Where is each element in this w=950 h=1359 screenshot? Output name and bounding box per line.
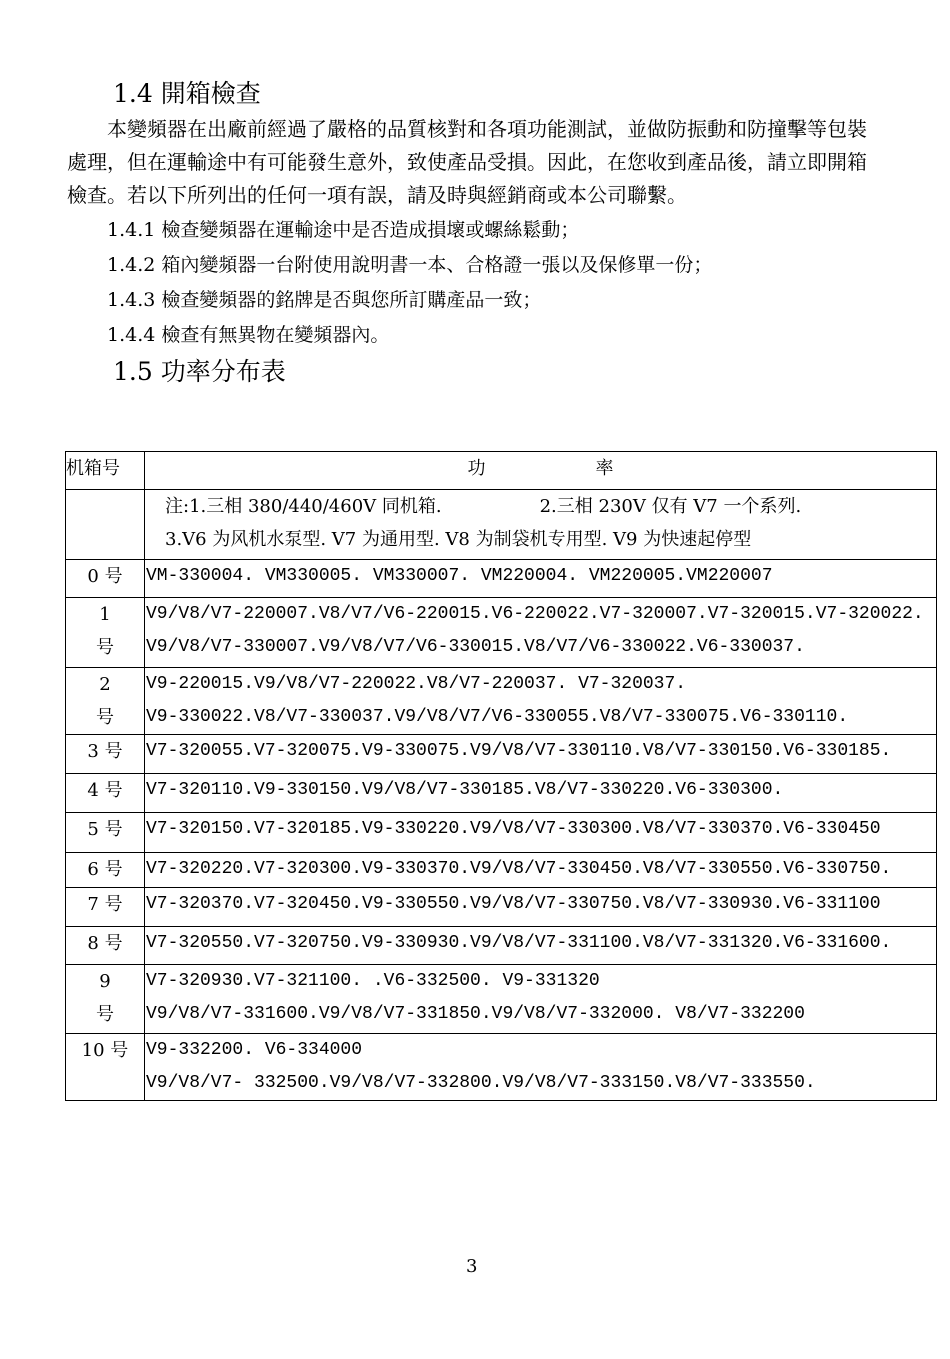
- table-row: [66, 888, 937, 927]
- table-header-row: [66, 452, 937, 490]
- model-list: [145, 1034, 937, 1101]
- paragraph-line-2: 處理，但在運輸途中有可能發生意外，致使產品受損。因此，在您收到產品後，請立即開箱: [67, 150, 867, 174]
- table-row: [66, 965, 937, 1034]
- table-note-row: [66, 490, 937, 560]
- table-row: [66, 1034, 937, 1101]
- header-power-char-1: 功: [467, 458, 486, 479]
- table-row: [66, 853, 937, 888]
- header-power-char-2: 率: [595, 458, 614, 479]
- cabinet-index: [66, 598, 145, 668]
- header-cabinet-number: [66, 452, 145, 490]
- cabinet-index-number: 2: [99, 674, 111, 695]
- model-list: [145, 735, 937, 774]
- table-row: [66, 774, 937, 813]
- checklist-item-2: 1.4.2 箱內變頻器一台附使用說明書一本、合格證一張以及保修單一份；: [107, 254, 713, 276]
- cabinet-index: 5 号: [66, 813, 145, 853]
- model-list: [145, 927, 937, 965]
- table-row: [66, 560, 937, 598]
- cabinet-index-number: 1: [99, 604, 111, 625]
- model-line: V7-320930.V7-321100. .V6-332500. V9-331320: [146, 971, 600, 991]
- model-line: V7-320055.V7-320075.V9-330075.V9/V8/V7-330110.V8/V7-330150.V6-330185.: [146, 741, 892, 761]
- note-index-cell: [66, 490, 145, 560]
- section-heading-1-4: 1.4 開箱檢查: [113, 79, 261, 108]
- model-line: V7-320220.V7-320300.V9-330370.V9/V8/V7-330450.V8/V7-330550.V6-330750.: [146, 859, 892, 879]
- cabinet-index-suffix: 号: [96, 637, 114, 658]
- note-cell: [145, 490, 937, 560]
- power-distribution-table: [65, 451, 937, 1101]
- paragraph-line-1: 本變頻器在出廠前經過了嚴格的品質核對和各項功能測試，並做防振動和防撞擊等包裝: [107, 117, 867, 141]
- cabinet-index-suffix: 号: [96, 1004, 114, 1025]
- cabinet-index: 8 号: [66, 927, 145, 965]
- cabinet-index: [66, 965, 145, 1034]
- model-line: V7-320550.V7-320750.V9-330930.V9/V8/V7-331100.V8/V7-331320.V6-331600.: [146, 933, 892, 953]
- note-line-1: [145, 490, 936, 523]
- table-row: [66, 735, 937, 774]
- page-number: 3: [466, 1256, 478, 1277]
- model-list: [145, 888, 937, 927]
- checklist-item-1: 1.4.1 檢查變頻器在運輸途中是否造成損壞或螺絲鬆動；: [107, 219, 580, 241]
- cabinet-index: 3 号: [66, 735, 145, 774]
- model-line: V9/V8/V7- 332500.V9/V8/V7-332800.V9/V8/V7-333150.V8/V7-333550.: [146, 1073, 816, 1093]
- table-row: [66, 813, 937, 853]
- note-line-2: 3.V6 为风机水泵型. V7 为通用型. V8 为制袋机专用型. V9 为快速起停型: [165, 529, 752, 550]
- cabinet-index: [66, 668, 145, 735]
- cabinet-index-suffix: 号: [96, 707, 114, 728]
- model-line: V9-220015.V9/V8/V7-220022.V8/V7-220037. V7-320037.: [146, 674, 687, 694]
- model-line: V7-320150.V7-320185.V9-330220.V9/V8/V7-330300.V8/V7-330370.V6-330450: [146, 819, 881, 839]
- cabinet-index-number: 9: [99, 971, 111, 992]
- note-item-1: 注:1.三相 380/440/460V 同机箱.: [165, 496, 442, 517]
- model-list: [145, 560, 937, 598]
- model-line: V9-330022.V8/V7-330037.V9/V8/V7/V6-330055.V8/V7-330075.V6-330110.: [146, 707, 849, 727]
- model-line: V9/V8/V7-330007.V9/V8/V7/V6-330015.V8/V7/V6-330022.V6-330037.: [146, 637, 805, 657]
- cabinet-index: 10 号: [66, 1034, 145, 1101]
- model-list: [145, 853, 937, 888]
- model-list: [145, 774, 937, 813]
- header-power-label: [145, 452, 936, 485]
- model-line: V9/V8/V7-220007.V8/V7/V6-220015.V6-220022.V7-320007.V7-320015.V7-320022.: [146, 604, 924, 624]
- model-line: V7-320110.V9-330150.V9/V8/V7-330185.V8/V7-330220.V6-330300.: [146, 780, 784, 800]
- header-power: [145, 452, 937, 490]
- note-item-2: 2.三相 230V 仅有 V7 一个系列.: [539, 496, 802, 517]
- model-line: V9/V8/V7-331600.V9/V8/V7-331850.V9/V8/V7-332000. V8/V7-332200: [146, 1004, 805, 1024]
- paragraph-line-3: 檢查。若以下所列出的任何一項有誤，請及時與經銷商或本公司聯繫。: [67, 183, 687, 207]
- model-line: VM-330004. VM330005. VM330007. VM220004. VM220005.VM220007: [146, 566, 773, 586]
- header-cabinet-label: 机箱号: [66, 458, 120, 479]
- cabinet-index: 6 号: [66, 853, 145, 888]
- table-row: [66, 668, 937, 735]
- model-list: [145, 668, 937, 735]
- table-row: [66, 927, 937, 965]
- checklist-item-4: 1.4.4 檢查有無異物在變頻器內。: [107, 324, 390, 346]
- cabinet-index: 4 号: [66, 774, 145, 813]
- model-list: [145, 598, 937, 668]
- table-row: [66, 598, 937, 668]
- model-list: [145, 813, 937, 853]
- model-line: V7-320370.V7-320450.V9-330550.V9/V8/V7-330750.V8/V7-330930.V6-331100: [146, 894, 881, 914]
- cabinet-index: 7 号: [66, 888, 145, 927]
- checklist-item-3: 1.4.3 檢查變頻器的銘牌是否與您所訂購產品一致；: [107, 289, 542, 311]
- section-heading-1-5: 1.5 功率分布表: [113, 357, 286, 386]
- model-list: [145, 965, 937, 1034]
- model-line: V9-332200. V6-334000: [146, 1040, 363, 1060]
- cabinet-index: 0 号: [66, 560, 145, 598]
